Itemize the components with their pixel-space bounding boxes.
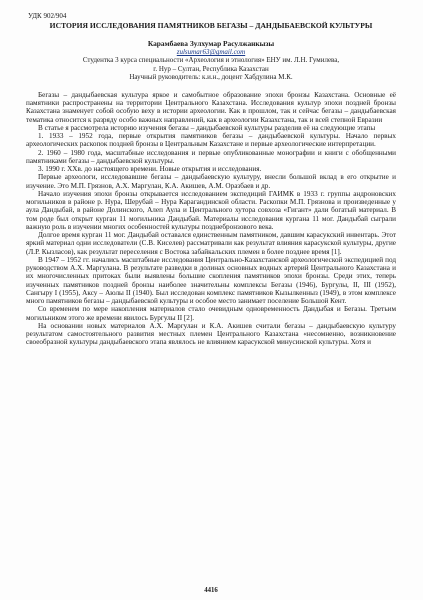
- author-email-link[interactable]: zulsumar63@gmail.com: [176, 48, 246, 56]
- paragraph: 1. 1933 – 1952 года, первые открытия памятников бегазы – дандыбаевской культуры. Начало первых археологических раскопок поздней бронзы в Центральным Казахстане и первые археологические интерпретации.: [26, 132, 396, 149]
- article-title: ИСТОРИЯ ИССЛЕДОВАНИЯ ПАМЯТНИКОВ БЕГАЗЫ – ДАНДЫБАЕВСКОЙ КУЛЬТУРЫ: [49, 21, 373, 30]
- author-name: Карамбаева Зулхумар Расулжанкызы: [147, 39, 275, 48]
- author-affiliation: Студентка 3 курса специальности «Археология и этнология» ЕНУ им. Л.Н. Гумилева,: [82, 56, 340, 64]
- paragraph: На основании новых материалов А.Х. Маргулан и К.А. Акишев считали бегазы – дандыбаевскую культуру результатом самостоятельного развития местных племен Центрального Казахстана «несомненно, возникновение своеобразной культуры дандыбаевского этапа являлось не влиянием карасукской минусинской культуры. Хотя и: [26, 321, 396, 347]
- paragraph: 2. 1960 – 1980 года, масштабные исследования и первые опубликованные монографии и книги с обобщенными памятниками бегазы – дандыбаевской культуры.: [26, 148, 396, 165]
- paragraph: 3. 1990 г. ХХв. до настоящего времени. Новые открытия и исследования.: [38, 165, 262, 174]
- document-page: [26, 12, 396, 594]
- paragraph: Со временем по мере накопления материалов стало очевидным одновременность Дандыбая и Бегазы. Третьим могильником этого же времени явилось Бургулы II [2].: [26, 305, 396, 322]
- scientific-supervisor: Научный руководитель: к.и.н., доцент Хабдулина М.К.: [129, 73, 293, 82]
- udk-code: УДК 902/904: [28, 12, 67, 20]
- page-number: 4416: [204, 587, 218, 594]
- paragraph: Бегазы – дандыбаевская культура яркое и самобытное образование эпохи бронзы Казахстана. Основные её памятники распространены на территории Центрального Казахстана. Исследования культур эпохи поздней бронзы Казахстана знаменует собой особую веху в истории археологии. Как в прошлом, так и сейчас бегазы – дандыбаевская тематика относится к разряду особо важных направлений, как в археологии Казахстана, так и всей степной Евразии: [26, 90, 396, 124]
- paragraph: Первые археологи, исследовавшие бегазы – дандыбаевскую культуру, внесли большой вклад в его открытие и изучение. Это М.П. Грязнов, А.Х. Маргулан, К.А. Акишев, А.М. Оразбаев и др.: [26, 173, 396, 190]
- article-body: [26, 91, 396, 347]
- paragraph: Начало изучения эпохи бронзы открывается исследованием экспедиций ГАИМК в 1933 г. группы андроновских могильников в районе р. Нура, Шерубай – Нура Карагандинской области. Раскопки М.П. Грязнова и произведенные у аула Дандыбай, в районе Долинского, Алеп Аула и Центрального хутора совхоза «Гигант» дали богатый материал. В том роде был открыт курган 11 могильника Дандыбай. Материалы исследования кургана 11 мог. Дандыбай сыграли важную роль в изучении многих особенностей культуры позднебронзового века.: [26, 189, 396, 231]
- section-spacer: [26, 82, 396, 91]
- paragraph: В статье я рассмотрела историю изучения бегазы – дандыбаевской культуры разделив её на следующие этапы: [38, 123, 376, 132]
- author-location: г. Нур – Султан, Республика Казахстан: [153, 64, 269, 73]
- paragraph: Долгое время курган 11 мог. Дандыбай оставался единственным памятником, давшим карасукский инвентарь. Этот яркий материал одни исследователи (С.В. Киселев) рассматривали как результат влияния карасукской культуры, другие (Л.Р. Кызласов), как результат переселения с Востока забайкальских племен в более позднее время [1].: [26, 231, 396, 256]
- paragraph: В 1947 – 1952 гг. начались масштабные исследования Центрально-Казахстанской археологической экспедицией под руководством А.Х. Маргулана. В результате разведки в долинах основных водных артерий Центрального Казахстана и их многочисленных притоках были выявлены большие скопления памятников эпохи бронзы. Среди этих, теперь изученных памятников поздней бронзы наиболее значительны комплексы Бегазы (1946), Бургулы, II, III (1952), Сангыру I (1955), Аксу – Аюлы II (1940). Был исследован комплекс памятников Кызылкенныз (1949), в этом комплексе много памятников бегазы – дандыбаевской культуры и особое место занимает поселение Большой Кент.: [26, 255, 396, 306]
